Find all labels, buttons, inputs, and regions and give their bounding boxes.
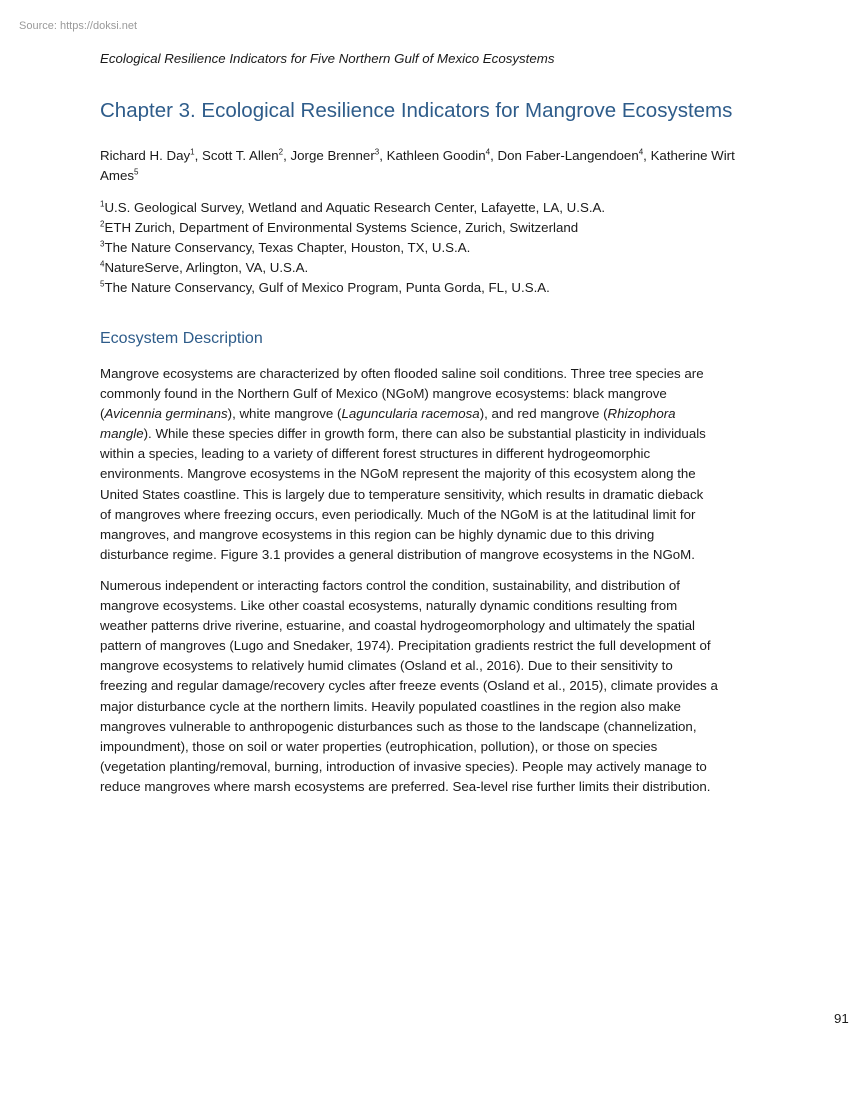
text-line: disturbance regime. Figure 3.1 provides a general distribution of mangrove ecosystems in the NGoM.: [100, 546, 695, 562]
text-line: mangrove ecosystems. Like other coastal ecosystems, naturally dynamic conditions resulting from: [100, 598, 678, 614]
author-affiliation-marker: 4: [485, 147, 491, 157]
text-line: reduce mangroves where marsh ecosystems are preferred. Sea-level rise further limits their distribution.: [100, 778, 711, 794]
author-name: Katherine Wirt Ames: [100, 148, 735, 183]
chapter-title: Chapter 3. Ecological Resilience Indicators for Mangrove Ecosystems: [100, 99, 733, 122]
text-line: major disturbance cycle at the northern limits. Heavily populated coastlines in the region also make: [100, 698, 681, 714]
affiliation-item: [100, 198, 752, 218]
paragraph-controlling-factors: [100, 576, 752, 797]
text-line: environments. Mangrove ecosystems in the NGoM represent the majority of this ecosystem along the: [100, 466, 696, 482]
page-number: 91: [834, 1011, 849, 1026]
text-line: within a species, leading to a variety of different forest structures in different hydrogeomorphic: [100, 446, 651, 462]
author-affiliation-marker: 1: [190, 147, 195, 157]
author-name: Scott T. Allen: [202, 148, 279, 163]
affiliation-marker: 1: [100, 199, 105, 209]
section-heading: Ecosystem Description: [100, 330, 263, 347]
author-list: Richard H. Day$^1$, Scott T. Allen$^2$, Jorge Brenner$^3$, Kathleen Goodin$^4$, Don Faber-Langendoen$^4$, Katherine Wirt Ames$^5$: [100, 147, 735, 183]
affiliation-text: NatureServe, Arlington, VA, U.S.A.: [104, 260, 309, 275]
affiliation-item: [100, 218, 752, 238]
text-line: United States coastline. This is largely due to temperature sensitivity, which results in dramatic dieback: [100, 486, 704, 502]
text-line: mangroves vulnerable to anthropogenic disturbances such as those to the landscape (channelization,: [100, 718, 697, 734]
affiliation-item: [100, 238, 752, 258]
text-line: weather patterns drive riverine, estuarine, and coastal hydrogeomorphology and ultimately the spatial: [100, 618, 696, 634]
affiliation-marker: 3: [100, 239, 105, 249]
paragraph-ecosystem-description: [100, 364, 752, 565]
affiliation-item: [100, 278, 752, 298]
affiliation-marker: 5: [100, 279, 105, 289]
running-header: Ecological Resilience Indicators for Five Northern Gulf of Mexico Ecosystems: [100, 51, 555, 66]
species-name: Rhizophora: [607, 406, 676, 422]
affiliation-text: The Nature Conservancy, Gulf of Mexico Program, Punta Gorda, FL, U.S.A.: [104, 280, 550, 295]
author-affiliation-marker: 3: [374, 147, 380, 157]
affiliation-text: ETH Zurich, Department of Environmental Systems Science, Zurich, Switzerland: [104, 220, 579, 235]
affiliation-item: [100, 258, 752, 278]
species-name: Avicennia germinans: [104, 406, 228, 422]
text-line: mangle). While these species differ in growth form, there can also be substantial plasticity in individuals: [100, 426, 706, 442]
species-name: Laguncularia racemosa: [341, 406, 480, 422]
text-line: freezing and regular damage/recovery cycles after freeze events (Osland et al., 2015), climate provides a: [100, 678, 718, 694]
author-affiliation-marker: 2: [278, 147, 284, 157]
author-name: Kathleen Goodin: [386, 148, 486, 163]
text-line: Numerous independent or interacting factors control the condition, sustainability, and distribution of: [100, 578, 680, 593]
text-line: of mangroves where freezing occurs, even periodically. Much of the NGoM is at the latitudinal limit for: [100, 506, 696, 522]
text-line: mangroves, and mangrove ecosystems in this region can be highly dynamic due to this driving: [100, 526, 655, 542]
author-affiliation-marker: 5: [134, 167, 139, 177]
affiliation-marker: 4: [100, 259, 105, 269]
affiliation-text: U.S. Geological Survey, Wetland and Aquatic Research Center, Lafayette, LA, U.S.A.: [104, 200, 606, 215]
species-name: mangle: [100, 426, 144, 442]
author-affiliation-marker: 4: [638, 147, 644, 157]
text-line: impoundment), those on soil or water properties (eutrophication, pollution), or those on species: [100, 738, 658, 754]
affiliation-list: [100, 198, 752, 298]
affiliation-marker: 2: [100, 219, 105, 229]
text-line: (vegetation planting/removal, burning, introduction of invasive species). People may actively manage to: [100, 758, 707, 774]
text-line: mangrove ecosystems to relatively humid climates (Osland et al., 2016). Due to their sensitivity to: [100, 658, 673, 674]
affiliation-text: The Nature Conservancy, Texas Chapter, Houston, TX, U.S.A.: [104, 240, 471, 255]
text-line: (Avicennia germinans), white mangrove (Laguncularia racemosa), and red mangrove (Rhizophora: [100, 406, 676, 422]
author-name: Richard H. Day: [100, 148, 191, 163]
text-line: commonly found in the Northern Gulf of Mexico (NGoM) mangrove ecosystems: black mangrove: [100, 386, 667, 402]
text-line: Mangrove ecosystems are characterized by often flooded saline soil conditions. Three tree species are: [100, 366, 704, 381]
text-line: pattern of mangroves (Lugo and Snedaker, 1974). Precipitation gradients restrict the full development of: [100, 638, 711, 654]
source-note: Source: https://doksi.net: [19, 20, 138, 32]
author-name: Jorge Brenner: [290, 148, 375, 163]
author-name: Don Faber-Langendoen: [497, 148, 639, 163]
